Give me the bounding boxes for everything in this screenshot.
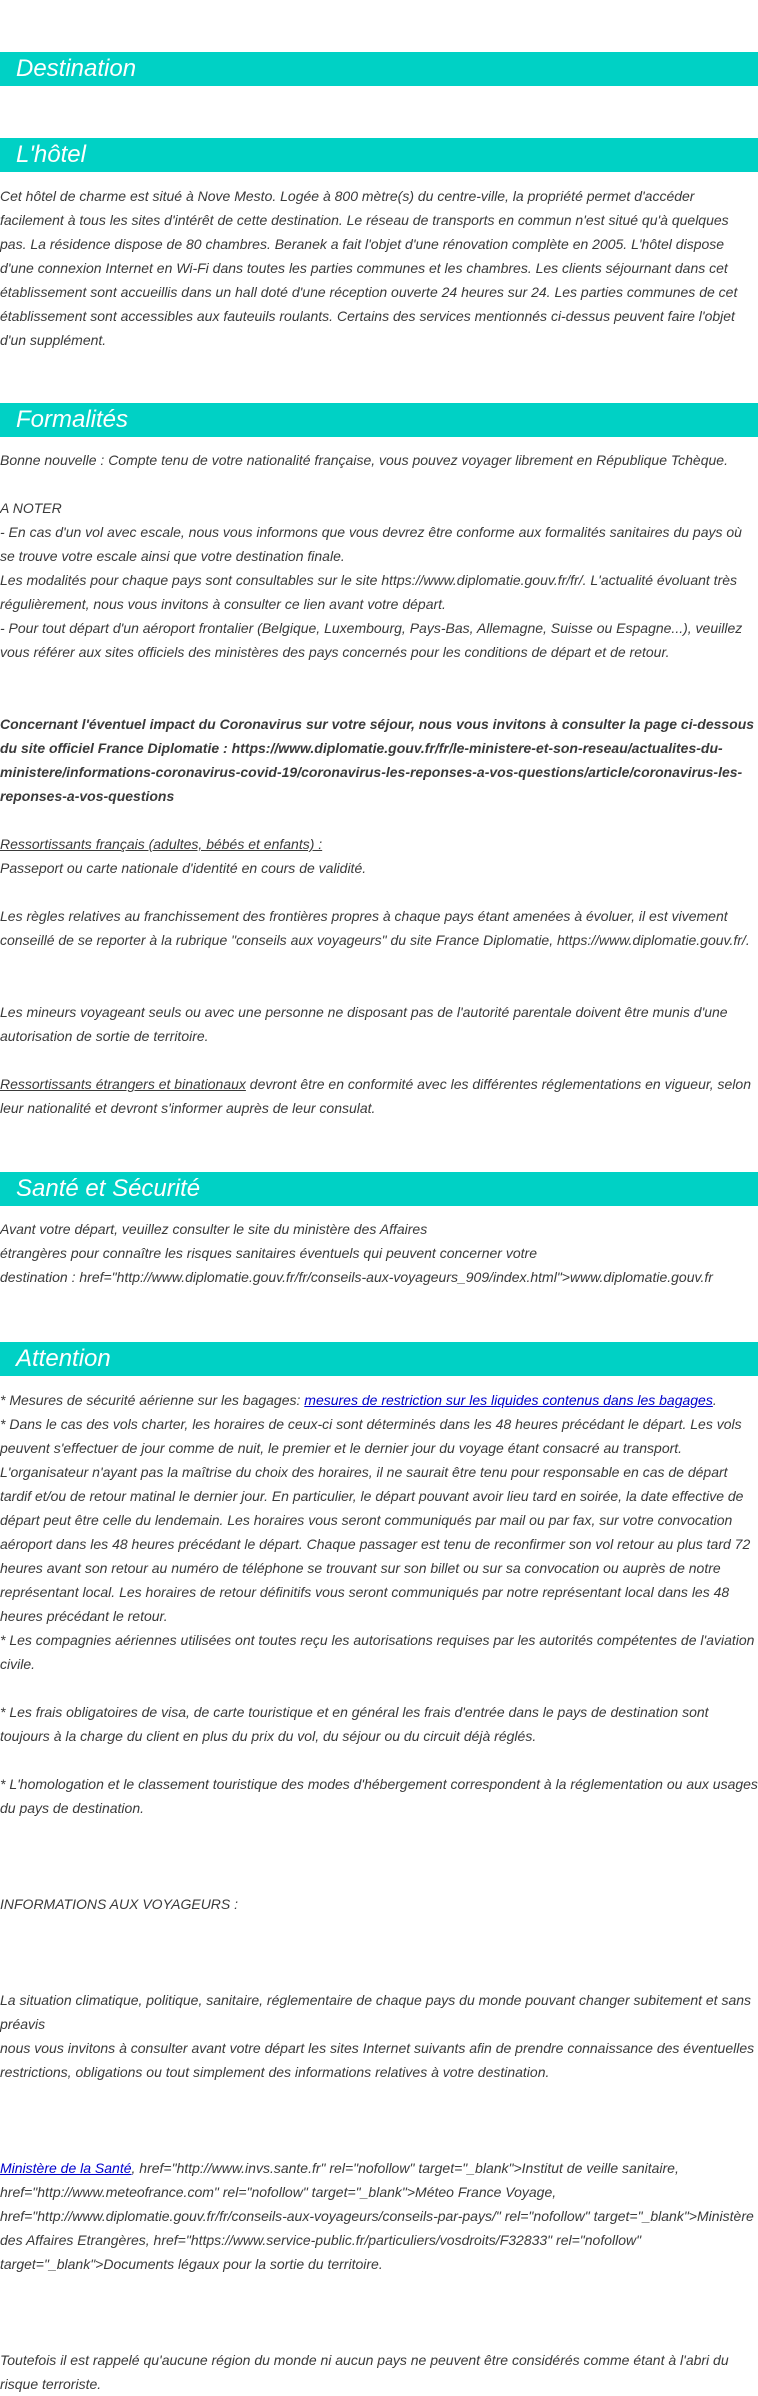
section-title-attention: Attention: [0, 1342, 758, 1376]
ministry-block: [0, 2156, 758, 2276]
sante-line-1: Avant votre départ, veuillez consulter le site du ministère des Affaires: [0, 1221, 428, 1237]
formalites-intro-block: [0, 448, 758, 472]
charter-flights-text: * Dans le cas des vols charter, les horaires de ceux-ci sont déterminés dans les 48 heures précédant le départ. Les vols peuvent s'effectuer de jour comme de nuit, le premier et le dernier jour du voyage étant consacré au transport. L'organisateur n'ayant pas la maîtrise du choix des horaires, il ne saurait être tenu pour responsable en cas de départ tardif et/ou de retour matinal le dernier jour. En particulier, le départ pouvant avoir lieu tard en soirée, la date effective de départ peut être celle du lendemain. Les horaires vous seront communiqués par mail ou par fax, sur votre convocation aéroport dans les 48 heures précédant le départ. Chaque passager est tenu de reconfirmer son vol retour au plus tard 72 heures avant son retour au numéro de téléphone se trouvant sur son billet ou sur sa convocation ou auprès de notre représentant local. Les horaires de retour définitifs vous seront communiqués par notre représentant local dans les 48 heures précédant le retour.: [0, 1416, 751, 1624]
covid-notice: Concernant l'éventuel impact du Coronavirus sur votre séjour, nous vous invitons à consulter la page ci-dessous du site officiel France Diplomatie : https://www.diplomatie.gouv.fr/fr/le-ministere-et-son-reseau/actualites-du-ministere/informations-coronavirus-covid-19/coronavirus-les-reponses-a-vos-questions/article/coronavirus-les-reponses-a-vos-questions: [0, 716, 755, 804]
minors-block: [0, 1000, 758, 1048]
foreign-nationals-paragraph: [0, 1072, 758, 1120]
info-heading-block: [0, 1892, 758, 1916]
note-border-airport: - Pour tout départ d'un aéroport frontalier (Belgique, Luxembourg, Pays-Bas, Allemagne, Suisse ou Espagne...), veuillez vous référer aux sites officiels des ministères des pays concernés pour les conditions de départ et de retour.: [0, 620, 743, 660]
foreign-nationals-text: devront être en conformité avec les différentes réglementations en vigueur, selon leur nationalité et devront s'informer auprès de leur consulat.: [0, 1076, 751, 1116]
security-suffix: .: [712, 1392, 717, 1408]
french-nationals-text: Passeport ou carte nationale d'identité en cours de validité.: [0, 860, 367, 876]
borders-text: Les règles relatives au franchissement des frontières propres à chaque pays étant amenées à évoluer, il est vivement conseillé de se reporter à la rubrique "conseils aux voyageurs" du site France Diplomatie, https://www.diplomatie.gouv.fr/.: [0, 908, 750, 948]
note-modalities: Les modalités pour chaque pays sont consultables sur le site https://www.diplomatie.gouv.fr/fr/. L'actualité évoluant très régulièrement, nous vous invitons à consulter ce lien avant votre départ.: [0, 572, 738, 612]
homologation-text: * L'homologation et le classement touristique des modes d'hébergement correspondent à la réglementation ou aux usages du pays de destination.: [0, 1776, 758, 1816]
foreign-nationals-block: [0, 1072, 758, 1120]
foreign-nationals-heading: Ressortissants étrangers et binationaux: [0, 1076, 246, 1092]
section-title-hotel: L'hôtel: [0, 138, 758, 172]
security-paragraph: [0, 1388, 758, 1412]
attention-main-block: [0, 1388, 758, 1676]
section-title-formalites: Formalités: [0, 403, 758, 437]
formalites-intro: Bonne nouvelle : Compte tenu de votre nationalité française, vous pouvez voyager librement en République Tchèque.: [0, 452, 728, 468]
ministry-health-link[interactable]: Ministère de la Santé: [0, 2160, 132, 2176]
fees-text: * Les frais obligatoires de visa, de carte touristique et en général les frais d'entrée dans le pays de destination sont toujours à la charge du client en plus du prix du vol, du séjour ou du circuit déjà réglés.: [0, 1704, 709, 1744]
note-heading: A NOTER: [0, 500, 62, 516]
terror-risk-text: Toutefois il est rappelé qu'aucune région du monde ni aucun pays ne peuvent être considérés comme étant à l'abri du risque terroriste.: [0, 2352, 729, 2392]
ministry-paragraph: [0, 2156, 758, 2276]
hotel-section: [0, 184, 758, 352]
borders-block: [0, 904, 758, 952]
sante-block: [0, 1217, 758, 1289]
section-title-sante: Santé et Sécurité: [0, 1172, 758, 1206]
climate-text-2: nous vous invitons à consulter avant votre départ les sites Internet suivants afin de prendre connaissance des éventuelles restrictions, obligations ou tout simplement des informations relatives à votre destination.: [0, 2040, 755, 2080]
ministry-links-text: , href="http://www.invs.sante.fr" rel="nofollow" target="_blank">Institut de veille sanitaire, href="http://www.meteofrance.com" rel="nofollow" target="_blank">Méteo France Voyage, href="http://www.diplomatie.gouv.fr/fr/conseils-aux-voyageurs/conseils-par-pays/" rel="nofollow" target="_blank">Ministère des Affaires Etrangères, href="https://www.service-public.fr/particuliers/vosdroits/F32833" rel="nofollow" target="_blank">Documents légaux pour la sortie du territoire.: [0, 2160, 754, 2272]
airlines-text: * Les compagnies aériennes utilisées ont toutes reçu les autorisations requises par les autorités compétentes de l'aviation civile.: [0, 1632, 755, 1672]
section-title-destination: Destination: [0, 52, 758, 86]
climate-text-1: La situation climatique, politique, sanitaire, réglementaire de chaque pays du monde pouvant changer subitement et sans préavis: [0, 1992, 752, 2032]
sante-line-3: destination : href="http://www.diplomatie.gouv.fr/fr/conseils-aux-voyageurs_909/index.html">www.diplomatie.gouv.fr: [0, 1269, 713, 1285]
french-nationals-heading: Ressortissants français (adultes, bébés et enfants) :: [0, 836, 323, 852]
climate-block: [0, 1988, 758, 2084]
terror-block: [0, 2348, 758, 2396]
covid-block: [0, 712, 758, 808]
formalites-note-block: [0, 496, 758, 664]
french-nationals-block: [0, 832, 758, 880]
note-stopover: - En cas d'un vol avec escale, nous vous informons que vous devrez être conforme aux formalités sanitaires du pays où se trouve votre escale ainsi que votre destination finale.: [0, 524, 742, 564]
liquids-restriction-link[interactable]: mesures de restriction sur les liquides contenus dans les bagages: [304, 1392, 713, 1408]
homologation-block: [0, 1772, 758, 1820]
info-travelers-heading: INFORMATIONS AUX VOYAGEURS :: [0, 1896, 239, 1912]
sante-line-2: étrangères pour connaître les risques sanitaires éventuels qui peuvent concerner votre: [0, 1245, 537, 1261]
security-prefix: * Mesures de sécurité aérienne sur les bagages:: [0, 1392, 305, 1408]
minors-text: Les mineurs voyageant seuls ou avec une personne ne disposant pas de l'autorité parentale doivent être munis d'une autorisation de sortie de territoire.: [0, 1004, 728, 1044]
hotel-description: Cet hôtel de charme est situé à Nove Mesto. Logée à 800 mètre(s) du centre-ville, la propriété permet d'accéder facilement à tous les sites d'intérêt de cette destination. Le réseau de transports en commun n'est situé qu'à quelques pas. La résidence dispose de 80 chambres. Beranek a fait l'objet d'une rénovation complète en 2005. L'hôtel dispose d'une connexion Internet en Wi-Fi dans toutes les parties communes et les chambres. Les clients séjournant dans cet établissement sont accueillis dans un hall doté d'une réception ouverte 24 heures sur 24. Les parties communes de cet établissement sont accessibles aux fauteuils roulants. Certains des services mentionnés ci-dessus peuvent faire l'objet d'un supplément.: [0, 188, 738, 348]
fees-block: [0, 1700, 758, 1748]
